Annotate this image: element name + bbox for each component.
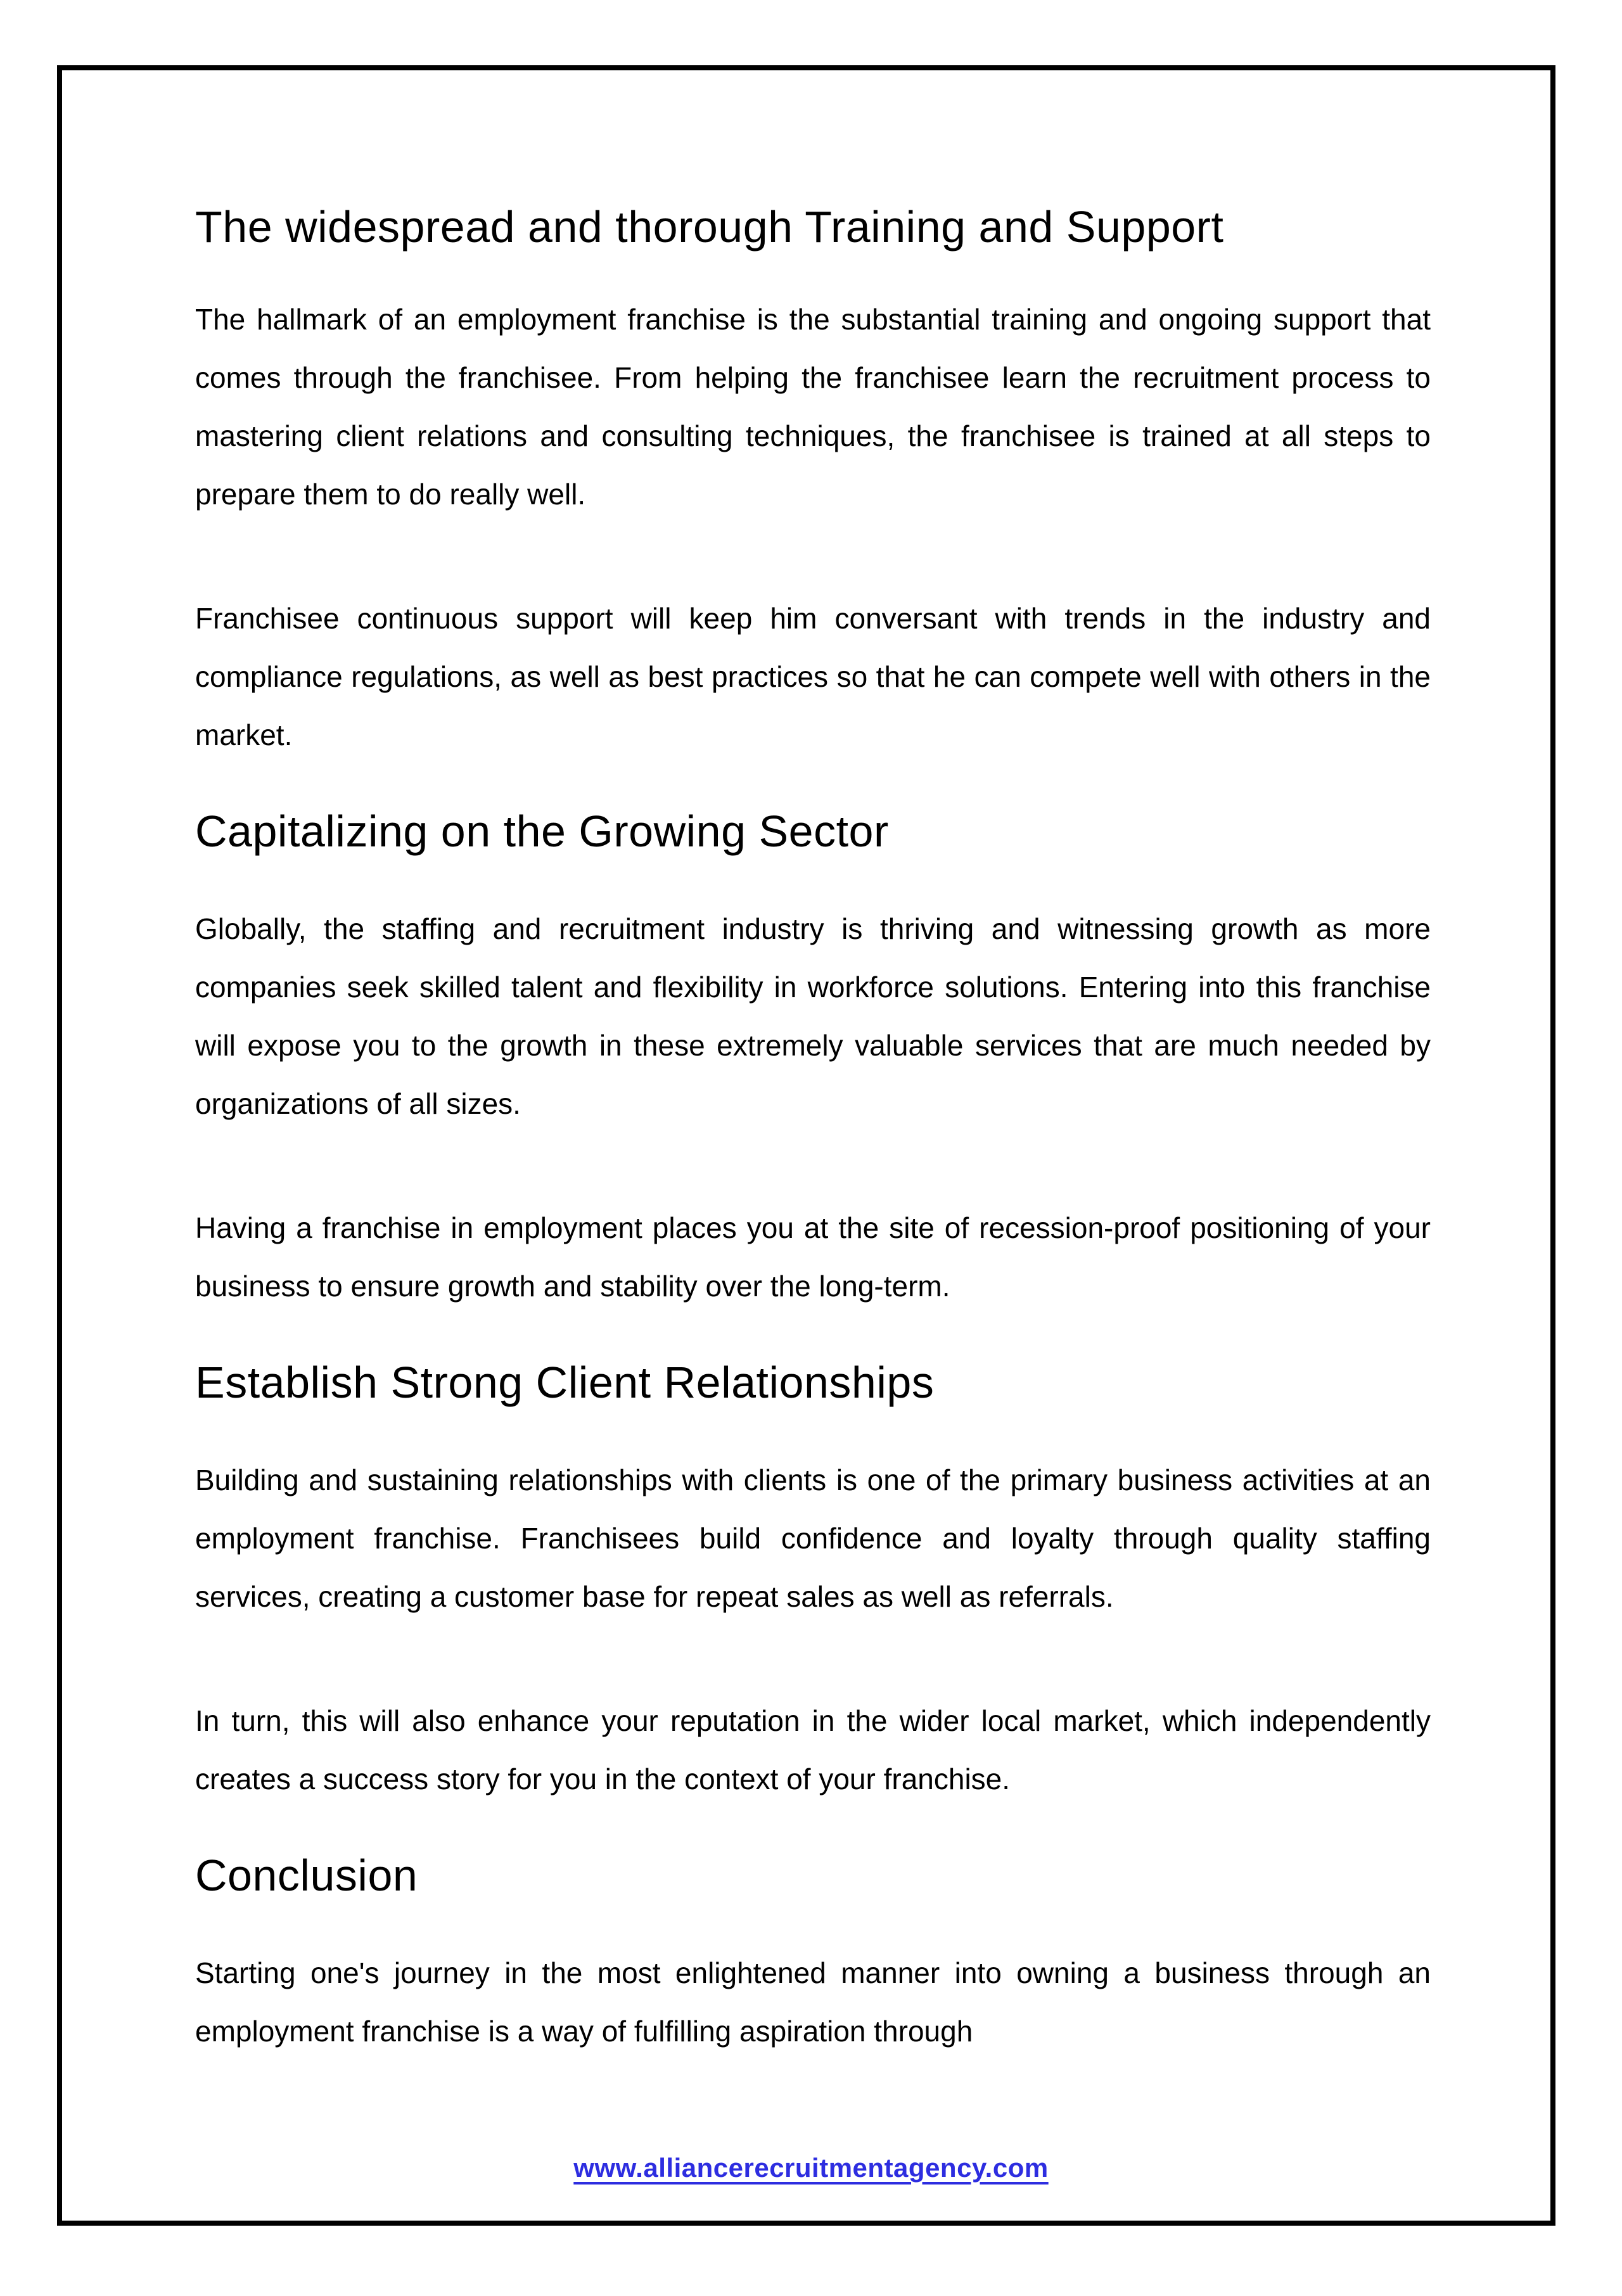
heading-capitalizing-growing-sector: Capitalizing on the Growing Sector [195, 807, 889, 856]
heading-training-and-support: The widespread and thorough Training and Support [195, 202, 1224, 252]
heading-conclusion: Conclusion [195, 1851, 418, 1900]
page-content [195, 200, 1431, 2126]
paragraph-conclusion: Starting one's journey in the most enlightened manner into owning a business through an employment franchise is a way of fulfilling aspiration through [195, 1956, 1431, 2048]
paragraph-reputation: In turn, this will also enhance your reputation in the wider local market, which independently creates a success story for you in the context of your franchise. [195, 1704, 1431, 1795]
page-footer [0, 2153, 1622, 2183]
paragraph-continuous-support: Franchisee continuous support will keep him conversant with trends in the industry and compliance regulations, as well as best practices so that he can compete well with others in the market. [195, 602, 1431, 751]
paragraph-recession-proof: Having a franchise in employment places you at the site of recession-proof positioning of your business to ensure growth and stability over the long-term. [195, 1211, 1431, 1303]
heading-client-relationships: Establish Strong Client Relationships [195, 1358, 935, 1407]
footer-website-link[interactable]: www.alliancerecruitmentagency.com [573, 2153, 1049, 2183]
paragraph-building-relationships: Building and sustaining relationships with clients is one of the primary business activities at an employment franchise. Franchisees build confidence and loyalty through quality staffing services, creating a customer base for repeat sales as well as referrals. [195, 1464, 1431, 1613]
paragraph-industry-growth: Globally, the staffing and recruitment industry is thriving and witnessing growth as more companies seek skilled talent and flexibility in workforce solutions. Entering into this franchise will expose you to the growth in these extremely valuable services that are much needed by organizations of all sizes. [195, 912, 1431, 1120]
paragraph-training-hallmark: The hallmark of an employment franchise is the substantial training and ongoing support that comes through the franchisee. From helping the franchisee learn the recruitment process to mastering client relations and consulting techniques, the franchisee is trained at all steps to prepare them to do really well. [195, 303, 1431, 511]
